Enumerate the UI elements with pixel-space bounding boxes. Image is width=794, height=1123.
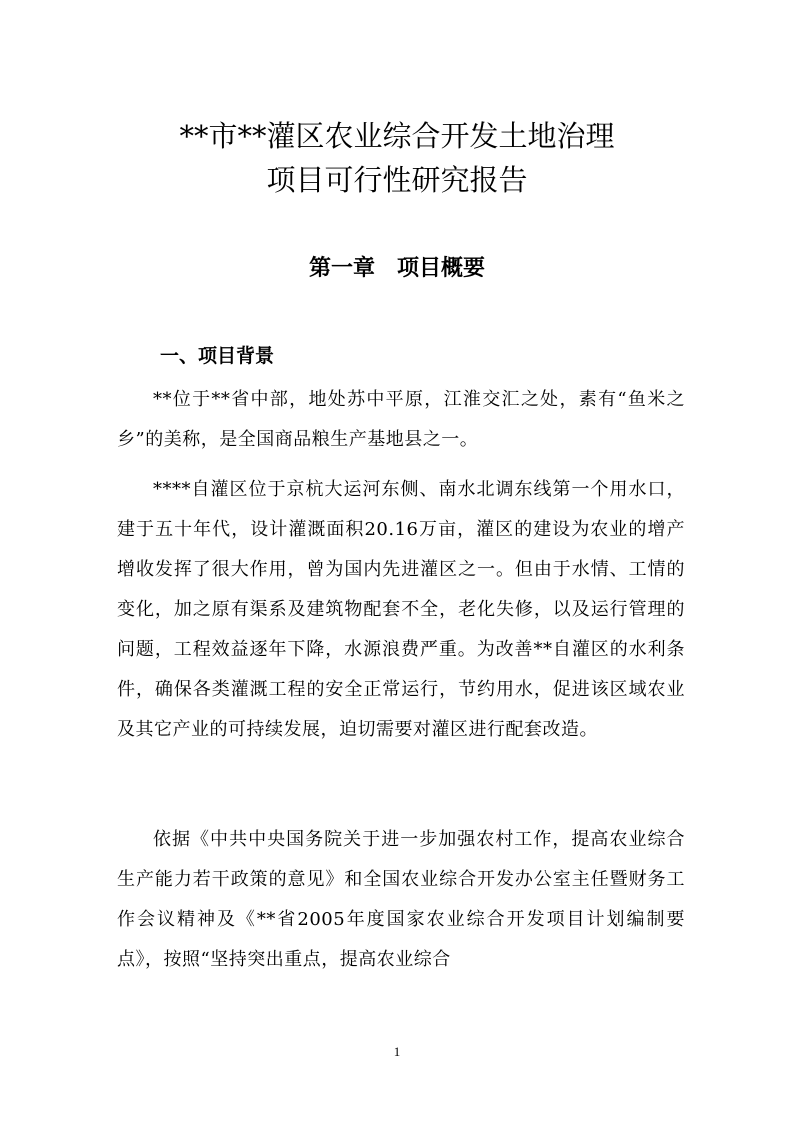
paragraph-1: **位于**省中部，地处苏中平原，江淮交汇之处，素有“鱼米之乡”的美称，是全国商品粮生产基地县之一。 xyxy=(117,389,685,450)
document-title-line-1: **市**灌区农业综合开发土地治理 xyxy=(179,119,615,153)
page-number: 1 xyxy=(393,1044,401,1059)
paragraph-3: 依据《中共中央国务院关于进一步加强农村工作，提高农业综合生产能力若干政策的意见》和全国农业综合开发办公室主任暨财务工作会议精神及《**省2005年度国家农业综合开发项目计划编制要点》，按照“坚持突出重点，提高农业综合 xyxy=(117,829,685,970)
section-heading: 一、项目背景 xyxy=(160,345,275,367)
paragraph-2: ****自灌区位于京杭大运河东侧、南水北调东线第一个用水口，建于五十年代，设计灌溉面积20.16万亩，灌区的建设为农业的增产增收发挥了很大作用，曾为国内先进灌区之一。但由于水情、工情的变化，加之原有渠系及建筑物配套不全，老化失修，以及运行管理的问题，工程效益逐年下降，水源浪费严重。为改善**自灌区的水利条件，确保各类灌溉工程的安全正常运行，节约用水，促进该区域农业及其它产业的可持续发展，迫切需要对灌区进行配套改造。 xyxy=(117,479,685,740)
chapter-heading: 第一章 项目概要 xyxy=(308,256,485,281)
document-title-line-2: 项目可行性研究报告 xyxy=(266,163,528,197)
